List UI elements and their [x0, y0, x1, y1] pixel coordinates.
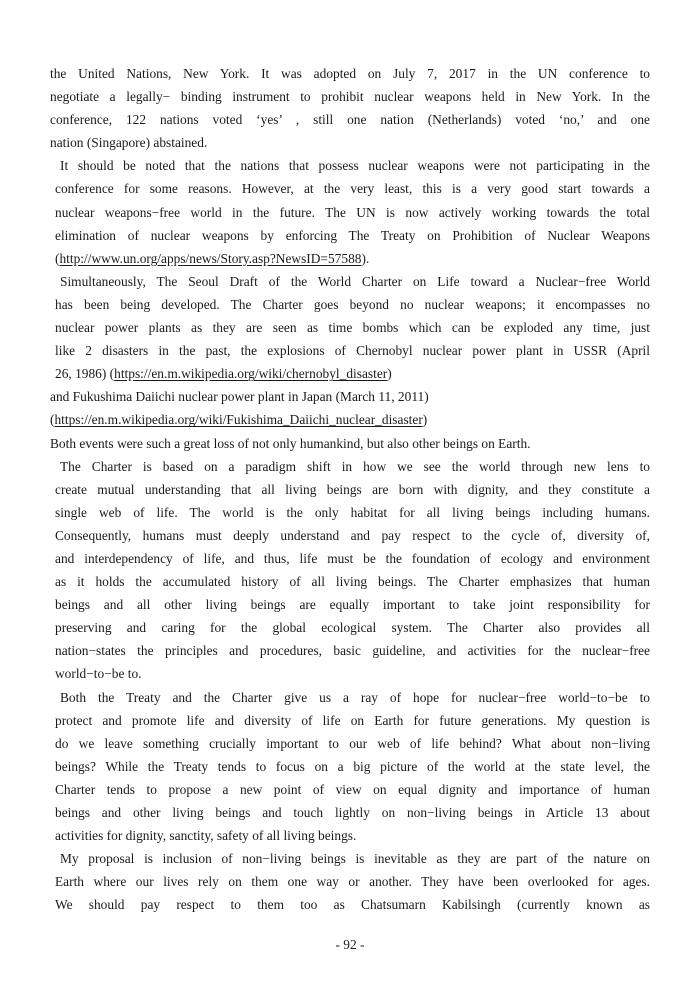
text-line: beings and all other living beings are equally important to take joint responsibility for — [55, 597, 650, 613]
text-line: elimination of nuclear weapons by enforcing The Treaty on Prohibition of Nuclear Weapons — [55, 227, 650, 243]
text-line: world−to−be to. — [55, 666, 142, 682]
text-line — [50, 247, 650, 270]
link-prefix: ( — [55, 250, 60, 266]
link-prefix: ( — [50, 412, 55, 428]
text-line: protect and promote life and diversity of life on Earth for future generations. My question is — [55, 712, 650, 728]
text-line: nuclear power plants as they are seen as time bombs which can be exploded any time, just — [55, 320, 650, 336]
text-line: negotiate a legally− binding instrument to prohibit nuclear weapons held in New York. In the — [50, 89, 650, 105]
text-line: Simultaneously, The Seoul Draft of the World Charter on Life toward a Nuclear−free World — [60, 273, 650, 289]
link-suffix: ) — [387, 366, 392, 382]
link-suffix: ). — [361, 250, 370, 266]
text-line: Earth where our lives rely on them one way or another. They have been overlooked for ages. — [55, 874, 650, 890]
text-line: The Charter is based on a paradigm shift in how we see the world through new lens to — [60, 458, 650, 474]
reference-link[interactable]: https://en.m.wikipedia.org/wiki/chernobyl_disaster — [114, 366, 388, 382]
text-line: the United Nations, New York. It was adopted on July 7, 2017 in the UN conference to — [50, 66, 650, 81]
link-prefix: 26, 1986) ( — [55, 366, 115, 382]
paragraph-p3 — [50, 270, 650, 385]
link-suffix: ) — [422, 412, 428, 428]
text-line: My proposal is inclusion of non−living beings is inevitable as they are part of the nature on — [60, 851, 650, 867]
reference-link[interactable]: https://en.m.wikipedia.org/wiki/Fukishima_Daiichi_nuclear_disaster — [54, 412, 423, 428]
text-line: has been being developed. The Charter goes beyond no nuclear weapons; it encompasses no — [55, 296, 650, 312]
text-line: create mutual understanding that all living beings are born with dignity, and they constitute a — [55, 481, 650, 497]
text-line: beings? While the Treaty tends to focus on a big picture of the world at the state level, the — [55, 758, 650, 774]
text-line — [50, 408, 650, 431]
text-line: and Fukushima Daiichi nuclear power plant in Japan (March 11, 2011) — [50, 389, 429, 405]
page-number: - 92 - — [335, 937, 365, 952]
paragraph-p7 — [50, 847, 650, 916]
text-line: preserving and caring for the global ecological system. The Charter also provides all — [55, 620, 650, 636]
text-line: like 2 disasters in the past, the explosions of Chernobyl nuclear power plant in USSR (April — [55, 343, 650, 359]
text-line: Consequently, humans must deeply understand and pay respect to the cycle of, diversity of, — [55, 527, 650, 543]
paragraph-p2 — [50, 154, 650, 269]
text-line: conference, 122 nations voted ‘yes’ , still one nation (Netherlands) voted ‘no,’ and one — [50, 112, 650, 128]
text-line: and interdependency of life, and thus, life must be the foundation of ecology and environment — [55, 550, 650, 566]
paragraph-p1 — [50, 62, 650, 154]
text-line: Both the Treaty and the Charter give us a ray of hope for nuclear−free world−to−be to — [60, 689, 650, 705]
text-line: Both events were such a great loss of not only humankind, but also other beings on Earth. — [50, 435, 531, 451]
text-line: as it holds the accumulated history of all living beings. The Charter emphasizes that human — [55, 574, 650, 590]
text-line: nation−states the principles and procedures, basic guideline, and activities for the nuclear−free — [55, 643, 650, 659]
text-line: nuclear weapons−free world in the future. The UN is now actively working towards the total — [55, 204, 650, 220]
document-body — [50, 62, 650, 916]
text-line: activities for dignity, sanctity, safety of all living beings. — [55, 828, 357, 844]
text-line — [50, 362, 650, 385]
paragraph-p4 — [50, 385, 650, 454]
text-line: It should be noted that the nations that possess nuclear weapons were not participating in the — [60, 158, 650, 174]
text-line: conference for some reasons. However, at the very least, this is a very good start towards a — [55, 181, 650, 197]
text-line: nation (Singapore) abstained. — [50, 135, 208, 151]
paragraph-p6 — [50, 686, 650, 848]
text-line: single web of life. The world is the only habitat for all living beings including humans. — [55, 504, 650, 520]
reference-link[interactable]: http://www.un.org/apps/news/Story.asp?NewsID=57588 — [59, 250, 362, 266]
text-line: beings and other living beings and touch lightly on non−living beings in Article 13 about — [55, 805, 650, 820]
text-line: We should pay respect to them too as Chatsumarn Kabilsingh (currently known as — [55, 897, 650, 913]
text-line: do we leave something crucially important to our web of life behind? What about non−living — [55, 735, 650, 751]
paragraph-p5 — [50, 455, 650, 686]
text-line: Charter tends to propose a new point of view on equal dignity and importance of human — [55, 781, 650, 797]
